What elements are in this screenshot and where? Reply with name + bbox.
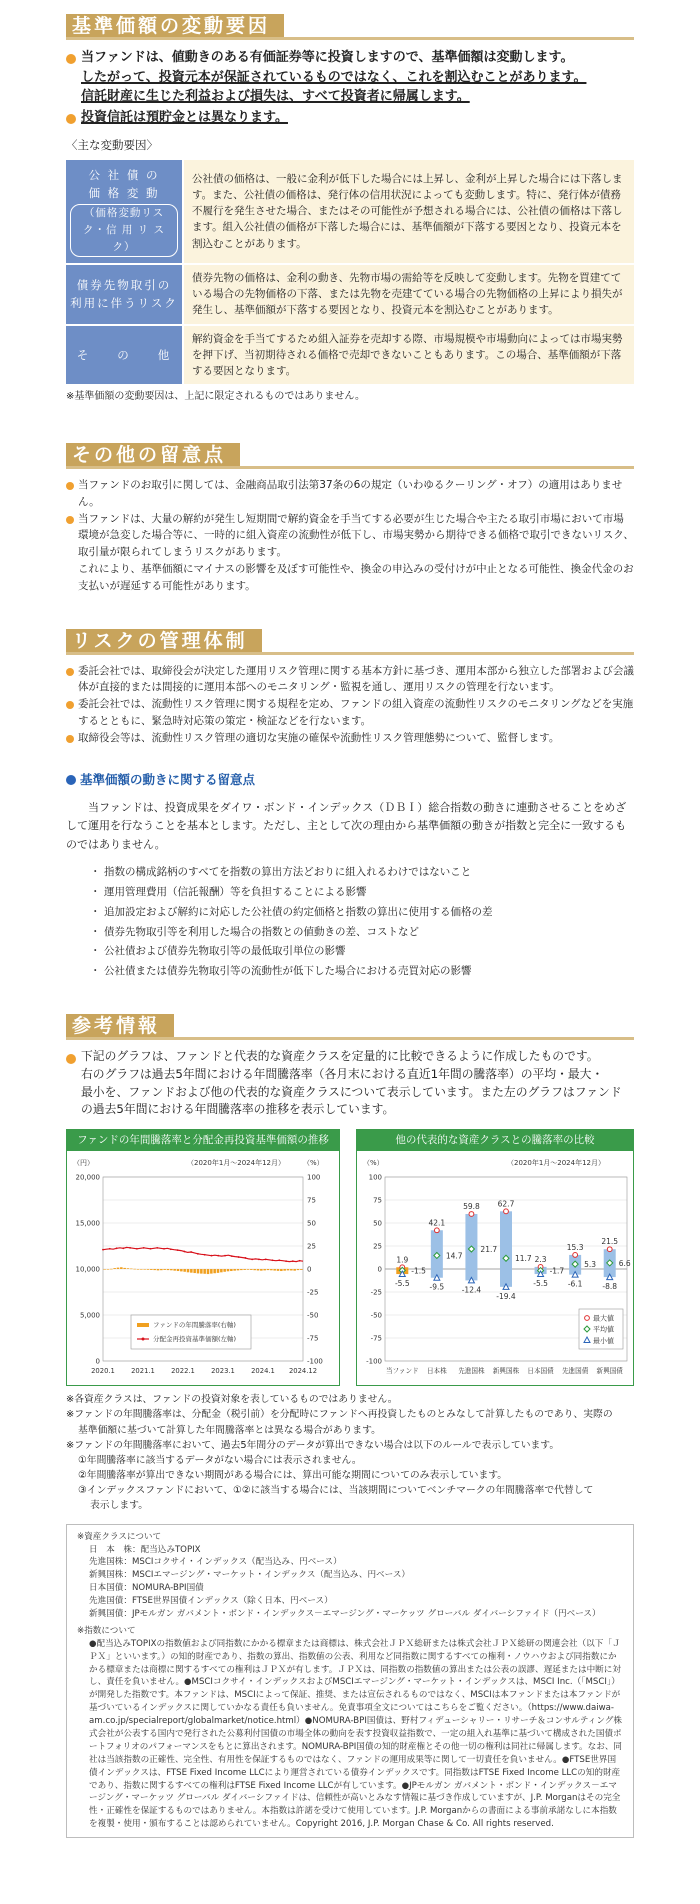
reference-point: 下記のグラフは、ファンドと代表的な資産クラスを定量的に比較できるように作成したものです。 右のグラフは過去5年間における年間騰落率（各月末における直近1年間の騰落率）の平均・最大・ 最小を、ファンドおよび他の代表的な資産クラスについて表示しています。また左のグラフはファンド の過去5年間における年間騰落率の推移を表示しています。	[66, 1048, 634, 1119]
y-right-tick-label: 100	[307, 1173, 321, 1182]
bar	[157, 1269, 160, 1270]
line-point	[183, 1251, 185, 1253]
y-left-tick-label: 15,000	[75, 1219, 100, 1228]
bar	[233, 1269, 236, 1271]
bar	[287, 1269, 290, 1270]
chart-note: ①年間騰落率に該当するデータがない場合には表示されません。	[78, 1454, 362, 1466]
avg-label: -1.5	[411, 1266, 426, 1276]
min-label: -12.4	[461, 1285, 482, 1295]
bar	[137, 1269, 140, 1270]
y-right-tick-label: -75	[307, 1334, 319, 1343]
line-point	[285, 1261, 287, 1263]
x-category-label: 当ファンド	[385, 1367, 419, 1376]
bar	[120, 1268, 123, 1270]
x-category-label: 先進国債	[561, 1367, 589, 1376]
line-point	[190, 1251, 192, 1253]
line-point	[116, 1248, 118, 1250]
bar	[200, 1269, 203, 1274]
risk-mgmt-point-1: 委託会社では、取締役会が決定した運用リスク管理に関する基本方針に基づき、運用本部から独立した部署および会議体が直接的または間接的に運用本部へのモニタリング・監視を通し、運用リスクの管理を行ないます。	[66, 663, 634, 697]
reference-intro	[66, 1048, 634, 1119]
bar	[160, 1269, 163, 1270]
line-point	[292, 1261, 294, 1263]
bar	[103, 1269, 106, 1270]
nav-notes-list	[66, 863, 634, 983]
section-title: リスクの管理体制	[66, 629, 262, 654]
bar	[220, 1269, 223, 1272]
line-point	[163, 1248, 165, 1250]
avg-label: -1.7	[549, 1266, 565, 1276]
list-item: 日 本 株：配当込みTOPIX	[89, 1544, 201, 1555]
x-tick-label: 2021.1	[131, 1367, 155, 1376]
chart-note: ②年間騰落率が算出できない期間がある場合には、算出可能な期間についてのみ表示しています。	[78, 1470, 508, 1482]
list-item: ・ 公社債および債券先物取引等の最低取引単位の影響	[94, 942, 634, 962]
risk-factors-table	[66, 158, 634, 387]
line-point	[204, 1254, 206, 1256]
list-item: ・ 運用管理費用（信託報酬）等を負担することによる影響	[94, 883, 634, 903]
bar	[247, 1269, 250, 1270]
bar	[300, 1269, 303, 1270]
line-point	[150, 1248, 152, 1250]
bar	[163, 1269, 166, 1270]
risk-mgmt-point-3: 取締役会等は、流動性リスク管理の適切な実施の確保や流動性リスク管理態勢について、監督します。	[66, 730, 634, 747]
min-label: -8.8	[602, 1282, 618, 1292]
y-right-tick-label: 75	[307, 1196, 316, 1205]
bar	[230, 1269, 233, 1271]
key-points	[66, 48, 634, 127]
key-point-1: 当ファンドは、値動きのある有価証券等に投資しますので、基準価額は変動します。 したがって、投資元本が保証されているものではなく、これを割込むことがあります。 信託財産に生じた利益および損失は、すべて投資者に帰属します。	[66, 48, 634, 107]
legend-min-label: 最小値	[593, 1337, 614, 1346]
bar	[253, 1269, 256, 1270]
bar	[153, 1269, 156, 1270]
chart-note: 表示します。	[90, 1500, 148, 1512]
x-category-label: 日本国債	[527, 1367, 554, 1376]
y-tick-label: 50	[373, 1219, 382, 1228]
x-tick-label: 2024.1	[251, 1367, 275, 1376]
y-right-tick-label: -100	[307, 1357, 323, 1366]
max-marker	[469, 1212, 474, 1217]
line-point	[265, 1259, 267, 1261]
line-point	[238, 1256, 240, 1258]
risk-row-body: 公社債の価格は、一般に金利が低下した場合には上昇し、金利が上昇した場合には下落します。また、公社債の価格は、発行体の信用状況によっても変動します。特に、発行体が債務不履行を発生させた場合、またはその可能性が予想される場合には、公社債の価格は下落します。組入公社債の価格が下落した場合には、基準価額が下落する要因となり、投資元本を割込むことがあります。	[182, 160, 634, 263]
section-rule	[66, 652, 634, 655]
nav-notes-paragraph: 当ファンドは、投資成果をダイワ・ボンド・インデックス（ＤＢＩ）総合指数の動きに連動させることをめざして運用を行なうことを基本とします。ただし、主として次の理由から基準価額の動きが指数と完全に一致するものではありません。	[66, 800, 627, 851]
bar	[257, 1269, 260, 1270]
bar	[240, 1269, 243, 1270]
max-label: 21.5	[601, 1237, 619, 1247]
section-header-other	[66, 439, 634, 469]
bar	[170, 1269, 173, 1270]
line-point	[197, 1253, 199, 1255]
axis-unit: （%）	[363, 1159, 384, 1168]
bar	[130, 1269, 133, 1270]
range-bar	[500, 1212, 512, 1288]
line-point	[177, 1250, 179, 1252]
line-point	[258, 1259, 260, 1261]
chart-note: ※ファンドの年間騰落率において、過去5年間分のデータが算出できない場合は以下のルールで表示しています。	[66, 1439, 560, 1451]
bar	[227, 1269, 230, 1271]
line-point	[272, 1260, 274, 1262]
max-label: 42.1	[428, 1218, 446, 1228]
bar	[127, 1269, 130, 1270]
risk-row-body: 債券先物の価格は、金利の動き、先物市場の需給等を反映して変動します。先物を買建てている場合の先物価格の下落、または先物を売建てている場合の先物価格の上昇により損失が発生し、基準価額が下落する要因となり、投資元本を割込むことがあります。	[182, 265, 634, 324]
factors-caption: 〈主な変動要因〉	[66, 138, 158, 152]
bar	[180, 1269, 183, 1271]
bar	[283, 1269, 286, 1271]
risk-row	[66, 326, 634, 385]
legend-line-label: 分配金再投資基準価額(左軸)	[153, 1335, 237, 1344]
y-left-tick-label: 0	[95, 1357, 100, 1366]
section-title: その他の留意点	[66, 443, 240, 468]
bar	[223, 1269, 226, 1272]
max-label: 15.3	[566, 1243, 584, 1253]
x-category-label: 新興国債	[596, 1367, 623, 1376]
avg-label: 6.6	[618, 1259, 631, 1269]
y-tick-label: -100	[366, 1357, 382, 1366]
bar	[177, 1269, 180, 1271]
avg-label: 21.7	[480, 1245, 498, 1255]
line-point	[129, 1247, 131, 1249]
bar	[290, 1269, 293, 1270]
charts-row	[66, 1129, 634, 1386]
nav-notes-heading: 基準価額の動きに関する留意点	[66, 771, 634, 789]
fund-chart-svg	[67, 1151, 339, 1385]
y-tick-label: 25	[373, 1242, 382, 1251]
line-point	[156, 1247, 158, 1249]
axis-unit-right: （%）	[303, 1159, 324, 1168]
max-marker	[434, 1228, 439, 1233]
list-item: ・ 追加設定および解約に対応した公社債の約定価格と指数の算出に使用する価格の差	[94, 903, 634, 923]
y-right-tick-label: 25	[307, 1242, 316, 1251]
legend-bar-swatch	[137, 1323, 149, 1327]
chart-period: （2020年1月～2024年12月）	[187, 1159, 285, 1168]
avg-label: 5.3	[584, 1260, 597, 1270]
y-tick-label: 100	[368, 1173, 382, 1182]
risk-row	[66, 265, 634, 324]
chart-note: ※ファンドの年間騰落率は、分配金（税引前）を分配時にファンドへ再投資したものとみなして計算したものであり、実際の	[66, 1409, 613, 1421]
min-label: -5.5	[533, 1279, 548, 1289]
bar	[280, 1269, 283, 1271]
other-points	[66, 477, 634, 561]
min-label: -9.5	[429, 1283, 445, 1293]
risk-row-head: そ の 他	[66, 326, 182, 385]
bar	[143, 1269, 146, 1270]
min-label: -19.4	[496, 1292, 516, 1302]
y-tick-label: 0	[377, 1265, 382, 1274]
index-heading: ※指数について	[77, 1625, 136, 1636]
x-tick-label: 2022.1	[171, 1367, 195, 1376]
max-label: 1.9	[396, 1255, 409, 1265]
y-tick-label: 75	[373, 1196, 382, 1205]
x-category-label: 新興国株	[492, 1367, 520, 1376]
legend-avg-label: 平均値	[593, 1325, 614, 1334]
other-point-1: 当ファンドのお取引に関しては、金融商品取引法第37条の6の規定（いわゆるクーリング・オフ）の適用はありません。	[66, 477, 634, 511]
bar	[173, 1269, 176, 1271]
x-category-label: 日本株	[426, 1367, 447, 1376]
line-point	[170, 1249, 172, 1251]
y-right-tick-label: 0	[307, 1265, 312, 1274]
chart-note: ③インデックスファンドにおいて、①②に該当する場合には、当該期間についてベンチマークの年間騰落率で代替して	[78, 1485, 594, 1497]
y-left-tick-label: 20,000	[75, 1173, 100, 1182]
bar	[187, 1269, 190, 1272]
line-point	[231, 1256, 233, 1258]
x-tick-label: 2020.1	[91, 1367, 115, 1376]
index-disclaimer-text: ●配当込みTOPIXの指数値および同指数にかかる標章または商標は、株式会社ＪＰＸ総研または株式会社ＪＰＸ総研の関連会社（以下「ＪＰＸ」といいます。）の知的財産であり、指数の算出、指数値の公表、利用など同指数に関するすべての権利・ノウハウおよび同指数にかかる標章または商標に関するすべての権利はＪＰＸが有します。ＪＰＸは、同指数の指数値の算出または公表の誤謬、遅延または中断に対し、責任を負いません。●MSCIコクサイ・インデックスおよびMSCIエマージング・マーケット・インデックスは、MSCI Inc.（「MSCI」）が開発した指数です。本ファンドは、MSCIによって保証、推奨、または宣伝されるものではなく、MSCIは本ファンドまたは本ファンドが基づいているインデックスに関していかなる責任も負いません。免責事項全文についてはこちらをご覧ください。（https://www.daiwa-am.co.jp/specialreport/globalmarket/notice.html）●NOMURA-BPI国債は、野村フィデューシャリー・リサーチ＆コンサルティング株式会社が公表する国内で発行された公募利付国債の市場全体の動向を表す投資収益指数で、一定の組入れ基準に基づいて構成された国債ポートフォリオのパフォーマンスをもとに算出されます。NOMURA-BPI国債の知的財産権とその他一切の権利は同社に帰属します。なお、同社は当該指数の正確性、完全性、有用性を保証するものではなく、ファンドの運用成果等に関して一切責任を負いません。●FTSE世界国債インデックスは、FTSE Fixed Income LLCにより運営されている債券インデックスです。同指数はFTSE Fixed Income LLCの知的財産であり、指数に関するすべての権利はFTSE Fixed Income LLCが有しています。●JPモルガン ガバメント・ボンド・インデックス－エマージング・マーケッツ グローバル ダイバーシファイドは、信頼性が高いとみなす情報に基づき作成していますが、J.P. Morganはその完全性・正確性を保証するものではありません。本指数は許諾を受けて使用しています。J.P. Morganからの書面による事前承諾なしに本指数を複製・使用・頒布することは認められていません。Copyright 2016, J.P. Morgan Chase & Co. All rights reserved.	[89, 1638, 623, 1830]
y-right-tick-label: -50	[307, 1311, 319, 1320]
bar	[190, 1269, 193, 1273]
section-header-reference	[66, 1010, 634, 1040]
line-point	[244, 1257, 246, 1259]
bar	[237, 1269, 240, 1270]
risk-row-head: 公 社 債 の 価 格 変 動 （価格変動リスク・信 用 リ ス ク）	[66, 160, 182, 263]
bar	[297, 1269, 300, 1270]
min-label: -5.5	[394, 1279, 410, 1289]
x-tick-label: 2024.12	[288, 1367, 318, 1376]
bar	[210, 1269, 213, 1274]
min-label: -6.1	[567, 1279, 583, 1289]
legend-line-marker	[142, 1338, 145, 1341]
section-header-risk-mgmt	[66, 625, 634, 655]
bar	[133, 1269, 136, 1270]
section-rule	[66, 37, 634, 40]
bar	[217, 1269, 220, 1273]
y-right-tick-label: -25	[307, 1288, 319, 1297]
line-point	[211, 1255, 213, 1257]
list-item: 新興国株：MSCIエマージング・マーケット・インデックス（配当込み、円ベース）	[89, 1570, 411, 1581]
asset-class-heading: ※資産クラスについて	[77, 1531, 162, 1542]
bar	[167, 1269, 170, 1270]
axis-unit-left: （円）	[73, 1159, 94, 1168]
nav-line	[103, 1248, 303, 1262]
y-tick-label: -25	[370, 1288, 382, 1297]
bar	[117, 1268, 120, 1269]
bar	[293, 1269, 296, 1271]
chart-notes	[66, 1392, 634, 1513]
list-item: ・ 公社債または債券先物取引等の流動性が低下した場合における売買対応の影響	[94, 962, 634, 982]
line-point	[136, 1248, 138, 1250]
index-disclaimer-box	[66, 1524, 634, 1838]
chart-note: 基準価額に基づいて計算した年間騰落率とは異なる場合があります。	[78, 1424, 381, 1436]
y-left-tick-label: 5,000	[79, 1311, 100, 1320]
asset-class-list	[77, 1544, 623, 1621]
line-point	[102, 1249, 104, 1251]
bar	[273, 1269, 276, 1271]
line-point	[109, 1248, 111, 1250]
bar	[260, 1269, 263, 1271]
list-item: ・ 債券先物取引等を利用した場合の指数との値動きの差、コストなど	[94, 923, 634, 943]
bar	[277, 1269, 280, 1271]
bar	[197, 1269, 200, 1273]
y-left-tick-label: 10,000	[75, 1265, 100, 1274]
bar	[110, 1269, 113, 1270]
section-header-fluctuation	[66, 10, 634, 40]
y-right-tick-label: 50	[307, 1219, 316, 1228]
risk-mgmt-points	[66, 663, 634, 747]
bar	[270, 1269, 273, 1270]
line-point	[217, 1255, 219, 1257]
max-label: 62.7	[497, 1199, 515, 1209]
factors-note: ※基準価額の変動要因は、上記に限定されるものではありません。	[66, 391, 365, 403]
max-marker	[573, 1253, 578, 1258]
x-category-label: 先進国株	[458, 1367, 485, 1376]
max-label: 2.3	[534, 1255, 547, 1265]
bar	[140, 1269, 143, 1270]
asset-class-chart-svg	[357, 1151, 633, 1385]
line-point	[224, 1255, 226, 1257]
asset-class-chart	[356, 1129, 634, 1386]
section-title: 参考情報	[66, 1014, 174, 1039]
max-marker	[607, 1247, 612, 1252]
legend-bar-label: ファンドの年間騰落率(右軸)	[153, 1321, 236, 1330]
list-item: 新興国債：JPモルガン ガバメント・ボンド・インデックス－エマージング・マーケッツ グローバル ダイバーシファイド（円ベース）	[89, 1609, 601, 1619]
list-item: ・ 指数の構成銘柄のすべてを指数の算出方法どおりに組入れるわけではないこと	[94, 863, 634, 883]
bar	[250, 1269, 253, 1270]
chart-note: ※各資産クラスは、ファンドの投資対象を表しているものではありません。	[66, 1394, 398, 1406]
list-item: 日本国債：NOMURA-BPI国債	[89, 1583, 204, 1594]
bar	[243, 1269, 246, 1270]
max-marker	[504, 1209, 509, 1214]
y-tick-label: -75	[370, 1334, 382, 1343]
line-point	[299, 1260, 301, 1262]
avg-label: 14.7	[445, 1251, 463, 1261]
bar	[267, 1269, 270, 1270]
section-title: 基準価額の変動要因	[66, 14, 284, 39]
bar	[107, 1269, 110, 1270]
bar	[207, 1269, 210, 1274]
bar	[147, 1269, 150, 1270]
legend-max-label: 最大値	[593, 1314, 614, 1323]
risk-mgmt-point-2: 委託会社では、流動性リスク管理に関する規程を定め、ファンドの組入資産の流動性リスクのモニタリングなどを実施するとともに、緊急時対応策の策定・検証などを行ないます。	[66, 696, 634, 730]
list-item: 先進国株：MSCIコクサイ・インデックス（配当込み、円ベース）	[89, 1557, 342, 1568]
bar	[183, 1269, 186, 1272]
fund-chart	[66, 1129, 340, 1386]
bar	[263, 1269, 266, 1270]
chart-title: 他の代表的な資産クラスとの騰落率の比較	[357, 1130, 633, 1151]
line-point	[251, 1259, 253, 1261]
bar	[203, 1269, 206, 1274]
x-tick-label: 2023.1	[211, 1367, 235, 1376]
y-tick-label: -50	[370, 1311, 382, 1320]
bar	[213, 1269, 216, 1273]
line-point	[278, 1260, 280, 1262]
section-rule	[66, 466, 634, 469]
bar	[150, 1269, 153, 1270]
legend-max-marker	[585, 1316, 590, 1321]
other-point-2: 当ファンドは、大量の解約が発生し短期間で解約資金を手当てする必要が生じた場合や主たる取引市場において市場環境が急変した場合等に、一時的に組入資産の流動性が低下し、市場実勢から期待できる価格で取引できないリスク、取引量が限られてしまうリスクがあります。	[66, 511, 634, 561]
bar	[193, 1269, 196, 1273]
other-point-2-cont: これにより、基準価額にマイナスの影響を及ぼす可能性や、換金の申込みの受付けが中止となる可能性、換金代金のお支払いが遅延する可能性があります。	[78, 562, 634, 592]
risk-row-body: 解約資金を手当てするため組入証券を売却する際、市場規模や市場動向によっては市場実勢を押下げ、当初期待される価格で売却できないこともあります。この場合、基準価額が下落する要因となります。	[182, 326, 634, 385]
avg-label: 11.7	[515, 1254, 532, 1264]
bar	[123, 1268, 126, 1269]
chart-period: （2020年1月～2024年12月）	[507, 1159, 605, 1168]
key-point-2: 投資信託は預貯金とは異なります。	[66, 108, 634, 128]
list-item: 先進国債：FTSE世界国債インデックス（除く日本、円ベース）	[89, 1596, 333, 1607]
section-rule	[66, 1037, 634, 1040]
chart-title: ファンドの年間騰落率と分配金再投資基準価額の推移	[67, 1130, 339, 1151]
line-point	[122, 1248, 124, 1250]
risk-row	[66, 160, 634, 263]
risk-row-head: 債券先物取引の 利用に伴うリスク	[66, 265, 182, 324]
max-label: 59.8	[463, 1202, 480, 1212]
bar	[113, 1268, 116, 1269]
line-point	[143, 1247, 145, 1249]
